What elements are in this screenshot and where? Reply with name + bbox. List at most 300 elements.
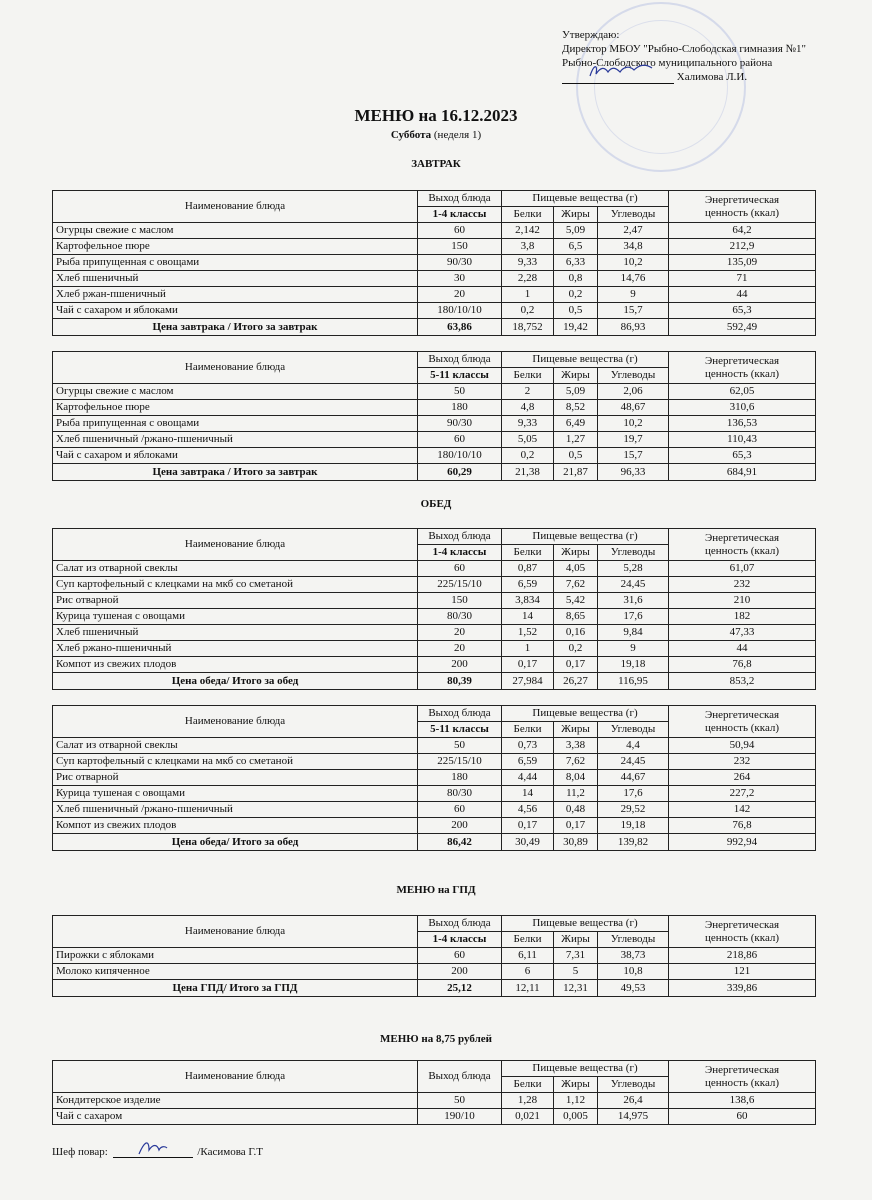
dish-carbs: 14,76	[598, 271, 669, 287]
day-name: Суббота	[390, 129, 432, 141]
header-protein: Белки	[502, 545, 554, 561]
dish-fat: 0,48	[554, 802, 598, 818]
dish-output: 60	[418, 561, 502, 577]
dish-output: 180/10/10	[418, 448, 502, 464]
dish-energy: 227,2	[669, 786, 816, 802]
dish-protein: 6	[502, 964, 554, 980]
director-signature-line	[562, 72, 674, 84]
header-class-group: 1-4 классы	[418, 932, 502, 948]
lunch-5-11-table	[52, 705, 816, 851]
dish-protein: 1	[502, 641, 554, 657]
dish-output: 225/15/10	[418, 754, 502, 770]
approval-block	[562, 28, 806, 84]
total-row	[53, 464, 816, 481]
dish-name: Хлеб пшеничный /ржано-пшеничный	[53, 802, 418, 818]
total-row	[53, 834, 816, 851]
dish-output: 20	[418, 641, 502, 657]
dish-energy: 264	[669, 770, 816, 786]
header-energy-line2: ценность (ккал)	[704, 1076, 780, 1089]
dish-carbs: 17,6	[598, 786, 669, 802]
dish-carbs: 15,7	[598, 448, 669, 464]
dish-fat: 7,62	[554, 754, 598, 770]
total-carbs: 96,33	[598, 464, 669, 481]
dish-protein: 14	[502, 609, 554, 625]
dish-carbs: 17,6	[598, 609, 669, 625]
header-energy-line1: Энергетическая	[704, 354, 780, 367]
total-price: 60,29	[418, 464, 502, 481]
dish-protein: 14	[502, 786, 554, 802]
header-energy-line2: ценность (ккал)	[704, 931, 780, 944]
dish-carbs: 10,2	[598, 416, 669, 432]
dish-fat: 0,8	[554, 271, 598, 287]
table-row	[53, 754, 816, 770]
table-row	[53, 448, 816, 464]
dish-energy: 44	[669, 641, 816, 657]
dish-fat: 5,09	[554, 223, 598, 239]
dish-output: 60	[418, 802, 502, 818]
dish-carbs: 15,7	[598, 303, 669, 319]
dish-fat: 1,12	[554, 1093, 598, 1109]
dish-energy: 310,6	[669, 400, 816, 416]
dish-energy: 76,8	[669, 818, 816, 834]
dish-output: 150	[418, 593, 502, 609]
page-subtitle	[0, 129, 872, 141]
dish-carbs: 2,47	[598, 223, 669, 239]
total-fat: 26,27	[554, 673, 598, 690]
header-fat: Жиры	[554, 1077, 598, 1093]
dish-output: 60	[418, 948, 502, 964]
dish-fat: 0,16	[554, 625, 598, 641]
header-dish: Наименование блюда	[53, 529, 418, 561]
dish-protein: 3,834	[502, 593, 554, 609]
table-row	[53, 432, 816, 448]
table-row	[53, 271, 816, 287]
dish-protein: 1	[502, 287, 554, 303]
signature-icon	[135, 1138, 169, 1158]
header-protein: Белки	[502, 722, 554, 738]
approval-line3: Рыбно-Слободского муниципального района	[562, 57, 773, 69]
header-energy-line2: ценность (ккал)	[704, 367, 780, 380]
header-energy-line1: Энергетическая	[704, 708, 780, 721]
header-nutrients: Пищевые вещества (г)	[502, 352, 669, 368]
section-breakfast: ЗАВТРАК	[411, 158, 461, 170]
header-output: Выход блюда	[418, 529, 502, 545]
header-nutrients: Пищевые вещества (г)	[502, 529, 669, 545]
dish-name: Компот из свежих плодов	[53, 818, 418, 834]
gpd-table	[52, 915, 816, 997]
dish-fat: 5,09	[554, 384, 598, 400]
dish-protein: 0,2	[502, 448, 554, 464]
header-energy-line2: ценность (ккал)	[704, 721, 780, 734]
dish-protein: 0,73	[502, 738, 554, 754]
dish-fat: 8,65	[554, 609, 598, 625]
header-fat: Жиры	[554, 932, 598, 948]
header-output: Выход блюда	[418, 191, 502, 207]
header-class-group: 5-11 классы	[418, 722, 502, 738]
dish-fat: 0,2	[554, 641, 598, 657]
dish-name: Огурцы свежие с маслом	[53, 384, 418, 400]
total-energy: 339,86	[669, 980, 816, 997]
dish-name: Хлеб ржан-пшеничный	[53, 287, 418, 303]
dish-energy: 232	[669, 577, 816, 593]
section-extra: МЕНЮ на 8,75 рублей	[380, 1033, 492, 1045]
dish-protein: 3,8	[502, 239, 554, 255]
header-output: Выход блюда	[418, 706, 502, 722]
table-row	[53, 577, 816, 593]
dish-carbs: 9,84	[598, 625, 669, 641]
dish-output: 200	[418, 818, 502, 834]
dish-output: 180	[418, 400, 502, 416]
signature-icon	[586, 60, 656, 82]
dish-name: Чай с сахаром и яблоками	[53, 303, 418, 319]
extra-menu-table	[52, 1060, 816, 1125]
dish-protein: 0,17	[502, 818, 554, 834]
dish-energy: 138,6	[669, 1093, 816, 1109]
dish-name: Картофельное пюре	[53, 239, 418, 255]
table-row	[53, 255, 816, 271]
header-dish: Наименование блюда	[53, 916, 418, 948]
dish-protein: 2	[502, 384, 554, 400]
header-energy-line2: ценность (ккал)	[704, 206, 780, 219]
dish-carbs: 26,4	[598, 1093, 669, 1109]
header-energy	[669, 529, 816, 561]
dish-name: Салат из отварной свеклы	[53, 738, 418, 754]
header-fat: Жиры	[554, 207, 598, 223]
dish-fat: 6,33	[554, 255, 598, 271]
table-row	[53, 657, 816, 673]
header-carbs: Углеводы	[598, 932, 669, 948]
total-fat: 21,87	[554, 464, 598, 481]
week-number: (неделя 1)	[431, 129, 482, 141]
dish-name: Огурцы свежие с маслом	[53, 223, 418, 239]
dish-output: 225/15/10	[418, 577, 502, 593]
dish-energy: 62,05	[669, 384, 816, 400]
dish-name: Компот из свежих плодов	[53, 657, 418, 673]
dish-energy: 61,07	[669, 561, 816, 577]
header-row	[53, 352, 816, 368]
dish-name: Хлеб пшеничный /ржано-пшеничный	[53, 432, 418, 448]
table-row	[53, 400, 816, 416]
dish-fat: 0,5	[554, 303, 598, 319]
dish-output: 50	[418, 1093, 502, 1109]
total-energy: 592,49	[669, 319, 816, 336]
dish-protein: 0,2	[502, 303, 554, 319]
table-row	[53, 239, 816, 255]
approval-signature-row	[562, 70, 806, 84]
dish-name: Кондитерское изделие	[53, 1093, 418, 1109]
dish-output: 150	[418, 239, 502, 255]
header-protein: Белки	[502, 207, 554, 223]
table-row	[53, 786, 816, 802]
dish-carbs: 24,45	[598, 754, 669, 770]
dish-carbs: 31,6	[598, 593, 669, 609]
header-protein: Белки	[502, 368, 554, 384]
dish-fat: 0,2	[554, 287, 598, 303]
table-row	[53, 384, 816, 400]
total-price: 86,42	[418, 834, 502, 851]
table-row	[53, 964, 816, 980]
table-row	[53, 948, 816, 964]
header-dish: Наименование блюда	[53, 191, 418, 223]
dish-name: Рис отварной	[53, 770, 418, 786]
total-energy: 992,94	[669, 834, 816, 851]
total-row	[53, 319, 816, 336]
table-row	[53, 770, 816, 786]
header-output: Выход блюда	[418, 916, 502, 932]
dish-protein: 6,59	[502, 577, 554, 593]
header-fat: Жиры	[554, 368, 598, 384]
dish-carbs: 9	[598, 287, 669, 303]
dish-protein: 0,021	[502, 1109, 554, 1125]
total-row	[53, 980, 816, 997]
breakfast-1-4-table	[52, 190, 816, 336]
dish-carbs: 19,18	[598, 818, 669, 834]
dish-output: 80/30	[418, 786, 502, 802]
dish-protein: 1,28	[502, 1093, 554, 1109]
table-row	[53, 303, 816, 319]
dish-carbs: 38,73	[598, 948, 669, 964]
header-energy	[669, 352, 816, 384]
chef-signature-block	[52, 1146, 263, 1158]
header-row	[53, 529, 816, 545]
header-nutrients: Пищевые вещества (г)	[502, 1061, 669, 1077]
total-protein: 21,38	[502, 464, 554, 481]
total-fat: 12,31	[554, 980, 598, 997]
table-row	[53, 593, 816, 609]
header-energy-line1: Энергетическая	[704, 193, 780, 206]
total-row	[53, 673, 816, 690]
dish-carbs: 14,975	[598, 1109, 669, 1125]
table-row	[53, 641, 816, 657]
table-row	[53, 802, 816, 818]
dish-carbs: 10,2	[598, 255, 669, 271]
header-output: Выход блюда	[418, 352, 502, 368]
dish-name: Пирожки с яблоками	[53, 948, 418, 964]
table-row	[53, 561, 816, 577]
dish-protein: 6,11	[502, 948, 554, 964]
header-dish: Наименование блюда	[53, 706, 418, 738]
dish-protein: 4,44	[502, 770, 554, 786]
table-row	[53, 416, 816, 432]
dish-energy: 182	[669, 609, 816, 625]
dish-carbs: 2,06	[598, 384, 669, 400]
dish-energy: 110,43	[669, 432, 816, 448]
dish-name: Чай с сахаром	[53, 1109, 418, 1125]
total-price: 25,12	[418, 980, 502, 997]
dish-fat: 4,05	[554, 561, 598, 577]
total-protein: 27,984	[502, 673, 554, 690]
dish-name: Рис отварной	[53, 593, 418, 609]
header-nutrients: Пищевые вещества (г)	[502, 191, 669, 207]
dish-energy: 142	[669, 802, 816, 818]
total-protein: 12,11	[502, 980, 554, 997]
dish-output: 20	[418, 287, 502, 303]
dish-name: Рыба припущенная с овощами	[53, 255, 418, 271]
total-carbs: 139,82	[598, 834, 669, 851]
dish-output: 50	[418, 384, 502, 400]
header-fat: Жиры	[554, 545, 598, 561]
dish-fat: 0,005	[554, 1109, 598, 1125]
dish-name: Хлеб пшеничный	[53, 625, 418, 641]
header-output: Выход блюда	[418, 1061, 502, 1093]
approval-line2: Директор МБОУ "Рыбно-Слободская гимназия №1"	[562, 43, 807, 55]
dish-protein: 6,59	[502, 754, 554, 770]
total-label: Цена обеда/ Итого за обед	[53, 834, 418, 851]
table-row	[53, 223, 816, 239]
header-energy-line1: Энергетическая	[704, 918, 780, 931]
breakfast-5-11-table	[52, 351, 816, 481]
dish-output: 90/30	[418, 416, 502, 432]
dish-energy: 50,94	[669, 738, 816, 754]
total-label: Цена обеда/ Итого за обед	[53, 673, 418, 690]
header-class-group: 1-4 классы	[418, 545, 502, 561]
dish-fat: 8,52	[554, 400, 598, 416]
director-name: Халимова Л.И.	[676, 71, 748, 83]
total-fat: 30,89	[554, 834, 598, 851]
total-label: Цена завтрака / Итого за завтрак	[53, 319, 418, 336]
dish-fat: 0,17	[554, 657, 598, 673]
dish-fat: 6,49	[554, 416, 598, 432]
dish-carbs: 19,18	[598, 657, 669, 673]
dish-name: Хлеб пшеничный	[53, 271, 418, 287]
dish-output: 200	[418, 657, 502, 673]
header-nutrients: Пищевые вещества (г)	[502, 916, 669, 932]
section-lunch: ОБЕД	[420, 498, 452, 510]
header-energy	[669, 191, 816, 223]
header-energy-line1: Энергетическая	[704, 1063, 780, 1076]
dish-fat: 0,5	[554, 448, 598, 464]
table-row	[53, 609, 816, 625]
total-energy: 853,2	[669, 673, 816, 690]
dish-output: 20	[418, 625, 502, 641]
table-row	[53, 738, 816, 754]
chef-name: /Касимова Г.Т	[197, 1146, 264, 1158]
dish-name: Молоко кипяченное	[53, 964, 418, 980]
dish-energy: 65,3	[669, 303, 816, 319]
header-fat: Жиры	[554, 722, 598, 738]
dish-fat: 7,31	[554, 948, 598, 964]
header-energy-line2: ценность (ккал)	[704, 544, 780, 557]
dish-carbs: 10,8	[598, 964, 669, 980]
header-carbs: Углеводы	[598, 207, 669, 223]
dish-energy: 135,09	[669, 255, 816, 271]
dish-output: 90/30	[418, 255, 502, 271]
dish-protein: 1,52	[502, 625, 554, 641]
header-row	[53, 1061, 816, 1077]
dish-carbs: 19,7	[598, 432, 669, 448]
header-dish: Наименование блюда	[53, 352, 418, 384]
table-row	[53, 1109, 816, 1125]
dish-fat: 1,27	[554, 432, 598, 448]
dish-name: Картофельное пюре	[53, 400, 418, 416]
dish-carbs: 34,8	[598, 239, 669, 255]
header-dish: Наименование блюда	[53, 1061, 418, 1093]
dish-protein: 4,8	[502, 400, 554, 416]
dish-protein: 0,87	[502, 561, 554, 577]
dish-output: 30	[418, 271, 502, 287]
dish-output: 80/30	[418, 609, 502, 625]
dish-fat: 6,5	[554, 239, 598, 255]
dish-energy: 212,9	[669, 239, 816, 255]
dish-energy: 121	[669, 964, 816, 980]
dish-fat: 8,04	[554, 770, 598, 786]
total-energy: 684,91	[669, 464, 816, 481]
dish-carbs: 29,52	[598, 802, 669, 818]
dish-name: Чай с сахаром и яблоками	[53, 448, 418, 464]
dish-energy: 47,33	[669, 625, 816, 641]
approval-line1: Утверждаю:	[562, 29, 620, 41]
dish-name: Салат из отварной свеклы	[53, 561, 418, 577]
total-label: Цена ГПД/ Итого за ГПД	[53, 980, 418, 997]
header-protein: Белки	[502, 932, 554, 948]
header-class-group: 1-4 классы	[418, 207, 502, 223]
dish-carbs: 9	[598, 641, 669, 657]
total-protein: 18,752	[502, 319, 554, 336]
total-carbs: 116,95	[598, 673, 669, 690]
dish-carbs: 48,67	[598, 400, 669, 416]
header-carbs: Углеводы	[598, 545, 669, 561]
dish-output: 60	[418, 223, 502, 239]
table-row	[53, 818, 816, 834]
header-row	[53, 916, 816, 932]
total-fat: 19,42	[554, 319, 598, 336]
chef-signature-line	[113, 1146, 193, 1158]
page-title: МЕНЮ на 16.12.2023	[354, 106, 518, 125]
dish-energy: 71	[669, 271, 816, 287]
dish-energy: 64,2	[669, 223, 816, 239]
dish-name: Рыба припущенная с овощами	[53, 416, 418, 432]
header-energy-line1: Энергетическая	[704, 531, 780, 544]
dish-protein: 2,142	[502, 223, 554, 239]
header-class-group: 5-11 классы	[418, 368, 502, 384]
dish-output: 180/10/10	[418, 303, 502, 319]
dish-protein: 2,28	[502, 271, 554, 287]
dish-protein: 5,05	[502, 432, 554, 448]
total-carbs: 49,53	[598, 980, 669, 997]
dish-fat: 3,38	[554, 738, 598, 754]
dish-output: 60	[418, 432, 502, 448]
header-protein: Белки	[502, 1077, 554, 1093]
header-carbs: Углеводы	[598, 368, 669, 384]
dish-energy: 76,8	[669, 657, 816, 673]
header-carbs: Углеводы	[598, 722, 669, 738]
total-label: Цена завтрака / Итого за завтрак	[53, 464, 418, 481]
table-row	[53, 287, 816, 303]
dish-energy: 210	[669, 593, 816, 609]
dish-fat: 5	[554, 964, 598, 980]
dish-energy: 136,53	[669, 416, 816, 432]
header-carbs: Углеводы	[598, 1077, 669, 1093]
dish-carbs: 4,4	[598, 738, 669, 754]
total-price: 80,39	[418, 673, 502, 690]
dish-energy: 65,3	[669, 448, 816, 464]
header-energy	[669, 1061, 816, 1093]
section-gpd: МЕНЮ на ГПД	[396, 884, 476, 896]
dish-output: 200	[418, 964, 502, 980]
dish-output: 190/10	[418, 1109, 502, 1125]
total-carbs: 86,93	[598, 319, 669, 336]
chef-label: Шеф повар:	[52, 1146, 108, 1158]
dish-fat: 0,17	[554, 818, 598, 834]
dish-name: Хлеб ржано-пшеничный	[53, 641, 418, 657]
dish-name: Курица тушеная с овощами	[53, 609, 418, 625]
dish-name: Суп картофельный с клецками на мкб со сметаной	[53, 577, 418, 593]
dish-fat: 11,2	[554, 786, 598, 802]
dish-name: Курица тушеная с овощами	[53, 786, 418, 802]
dish-name: Суп картофельный с клецками на мкб со сметаной	[53, 754, 418, 770]
dish-carbs: 5,28	[598, 561, 669, 577]
lunch-1-4-table	[52, 528, 816, 690]
